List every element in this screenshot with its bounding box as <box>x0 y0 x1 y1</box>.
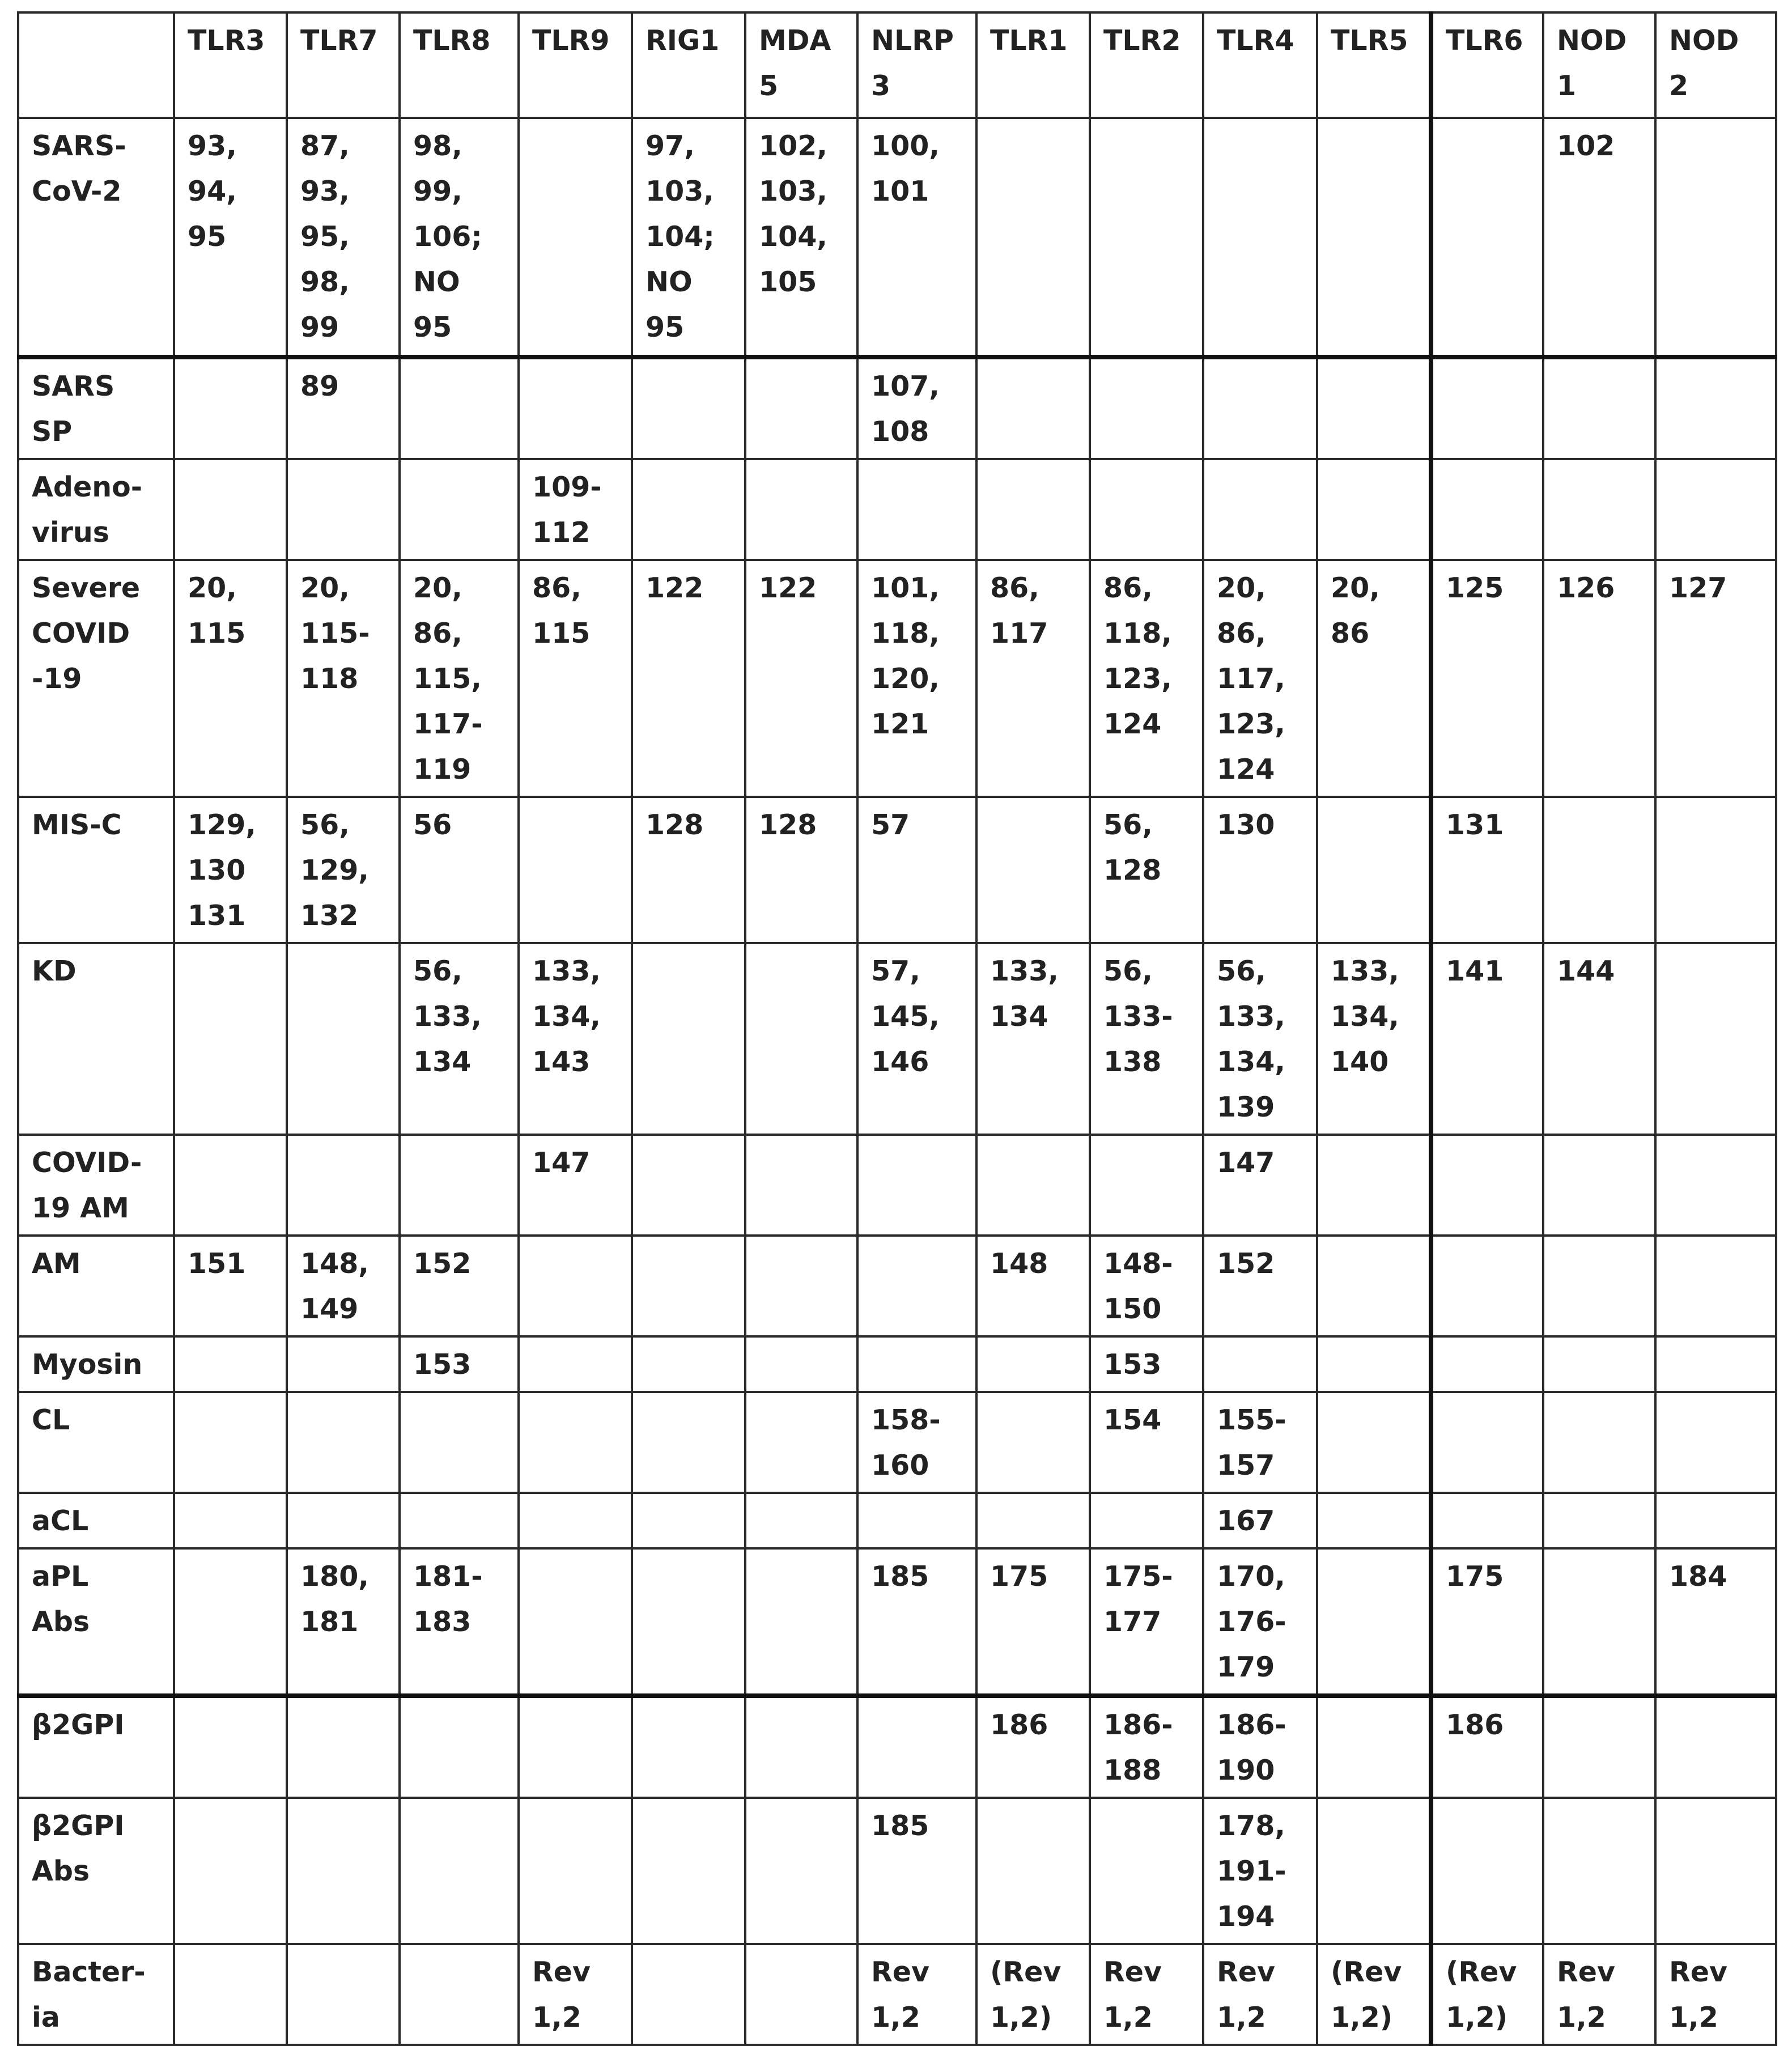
table-cell <box>1655 797 1776 943</box>
table-row <box>18 1493 1776 1548</box>
table-cell <box>1655 1493 1776 1548</box>
table-cell: Rev 1,2 <box>1090 1944 1203 2045</box>
table-cell <box>519 357 632 459</box>
row-header-cell: Adeno- virus <box>18 459 174 560</box>
column-header: TLR9 <box>519 12 632 118</box>
table-cell: 170, 176- 179 <box>1203 1548 1317 1696</box>
table-row <box>18 1798 1776 1944</box>
table-row <box>18 943 1776 1135</box>
table-cell: 141 <box>1431 943 1543 1135</box>
table-cell <box>1431 1392 1543 1493</box>
table-cell <box>1655 1392 1776 1493</box>
table-cell: Rev 1,2 <box>857 1944 976 2045</box>
column-header: TLR4 <box>1203 12 1317 118</box>
table-cell <box>174 1135 287 1236</box>
column-header: TLR8 <box>400 12 519 118</box>
column-header: TLR2 <box>1090 12 1203 118</box>
table-cell <box>745 1493 857 1548</box>
table-cell <box>1543 1236 1655 1336</box>
column-header: NLRP 3 <box>857 12 976 118</box>
table-cell <box>287 1135 400 1236</box>
table-cell <box>1655 357 1776 459</box>
column-header: TLR3 <box>174 12 287 118</box>
table-cell: 101, 118, 120, 121 <box>857 560 976 797</box>
table-cell: 109- 112 <box>519 459 632 560</box>
table-cell <box>174 1548 287 1696</box>
table-cell <box>1655 1798 1776 1944</box>
header-row <box>18 12 1776 118</box>
table-cell <box>1090 118 1203 357</box>
row-header-cell: CL <box>18 1392 174 1493</box>
table-cell <box>400 1696 519 1798</box>
table-cell <box>519 1392 632 1493</box>
table-cell: 20, 86 <box>1317 560 1431 797</box>
table-header <box>18 12 1776 118</box>
table-cell <box>632 1392 745 1493</box>
table-cell <box>1543 1798 1655 1944</box>
table-cell <box>632 1548 745 1696</box>
table-cell: Rev 1,2 <box>1655 1944 1776 2045</box>
table-cell <box>1431 1336 1543 1392</box>
row-header-cell: Severe COVID -19 <box>18 560 174 797</box>
table-cell <box>1431 459 1543 560</box>
table-cell: Rev 1,2 <box>519 1944 632 2045</box>
table-cell <box>1431 1135 1543 1236</box>
table-cell: 175 <box>1431 1548 1543 1696</box>
row-header-cell: Bacter- ia <box>18 1944 174 2045</box>
table-cell <box>1655 1236 1776 1336</box>
table-cell <box>174 357 287 459</box>
column-header: TLR6 <box>1431 12 1543 118</box>
table-cell: 133, 134, 143 <box>519 943 632 1135</box>
table-cell: 133, 134, 140 <box>1317 943 1431 1135</box>
row-header-cell: Myosin <box>18 1336 174 1392</box>
table-cell: 186- 188 <box>1090 1696 1203 1798</box>
table-row <box>18 1392 1776 1493</box>
table-cell: 151 <box>174 1236 287 1336</box>
table-cell <box>1543 1392 1655 1493</box>
table-cell: 181- 183 <box>400 1548 519 1696</box>
table-cell <box>519 1696 632 1798</box>
table-cell: 86, 117 <box>976 560 1090 797</box>
row-header-cell: aCL <box>18 1493 174 1548</box>
table-cell <box>1203 118 1317 357</box>
table-cell <box>745 1944 857 2045</box>
table-cell: (Rev 1,2) <box>1431 1944 1543 2045</box>
table-row <box>18 797 1776 943</box>
table-cell <box>287 943 400 1135</box>
table-row <box>18 118 1776 357</box>
table-cell: 186 <box>1431 1696 1543 1798</box>
table-cell: 122 <box>632 560 745 797</box>
table-cell <box>976 459 1090 560</box>
table-cell <box>1317 1135 1431 1236</box>
table-cell: 185 <box>857 1548 976 1696</box>
table-row <box>18 459 1776 560</box>
receptor-reference-table-container <box>17 11 1775 2034</box>
table-cell: 86, 118, 123, 124 <box>1090 560 1203 797</box>
table-row <box>18 357 1776 459</box>
table-cell: (Rev 1,2) <box>1317 1944 1431 2045</box>
column-header: NOD 2 <box>1655 12 1776 118</box>
table-cell <box>1543 1336 1655 1392</box>
table-cell <box>1655 118 1776 357</box>
table-cell: 87, 93, 95, 98, 99 <box>287 118 400 357</box>
table-cell <box>1431 1236 1543 1336</box>
table-cell <box>287 1392 400 1493</box>
table-cell <box>1317 357 1431 459</box>
table-cell <box>1431 357 1543 459</box>
table-cell <box>519 1548 632 1696</box>
table-cell: 158- 160 <box>857 1392 976 1493</box>
table-cell <box>745 1236 857 1336</box>
table-cell <box>1203 357 1317 459</box>
table-cell: 56 <box>400 797 519 943</box>
table-cell <box>1655 459 1776 560</box>
row-header-cell: KD <box>18 943 174 1135</box>
table-cell <box>174 1336 287 1392</box>
table-cell: 127 <box>1655 560 1776 797</box>
table-cell: 186 <box>976 1696 1090 1798</box>
row-header-cell: SARS SP <box>18 357 174 459</box>
table-cell: 89 <box>287 357 400 459</box>
table-cell <box>1543 797 1655 943</box>
table-cell <box>745 357 857 459</box>
table-cell <box>287 1336 400 1392</box>
table-cell: 86, 115 <box>519 560 632 797</box>
table-cell <box>519 1493 632 1548</box>
table-cell <box>1431 1493 1543 1548</box>
table-cell: 148, 149 <box>287 1236 400 1336</box>
table-cell: 155- 157 <box>1203 1392 1317 1493</box>
table-cell <box>1317 1696 1431 1798</box>
table-cell: 144 <box>1543 943 1655 1135</box>
table-cell <box>287 1944 400 2045</box>
table-cell <box>976 797 1090 943</box>
table-row <box>18 1236 1776 1336</box>
table-cell <box>857 1236 976 1336</box>
row-header-cell: β2GPI <box>18 1696 174 1798</box>
table-cell <box>519 1336 632 1392</box>
table-cell: 56, 128 <box>1090 797 1203 943</box>
column-header: TLR1 <box>976 12 1090 118</box>
table-cell <box>1203 459 1317 560</box>
table-cell <box>400 1944 519 2045</box>
table-cell <box>1543 1696 1655 1798</box>
table-cell <box>976 1798 1090 1944</box>
table-cell: (Rev 1,2) <box>976 1944 1090 2045</box>
table-cell: 107, 108 <box>857 357 976 459</box>
table-cell <box>287 459 400 560</box>
table-row <box>18 1696 1776 1798</box>
table-cell: 184 <box>1655 1548 1776 1696</box>
table-cell <box>857 1135 976 1236</box>
table-row <box>18 1548 1776 1696</box>
table-cell: 167 <box>1203 1493 1317 1548</box>
table-cell <box>400 1392 519 1493</box>
table-cell <box>400 1493 519 1548</box>
table-cell: 152 <box>1203 1236 1317 1336</box>
table-cell <box>857 1336 976 1392</box>
table-cell <box>1317 118 1431 357</box>
table-cell: 56, 133, 134 <box>400 943 519 1135</box>
table-cell: 20, 86, 115, 117- 119 <box>400 560 519 797</box>
table-cell: 128 <box>632 797 745 943</box>
table-cell: 185 <box>857 1798 976 1944</box>
table-cell <box>174 1493 287 1548</box>
table-cell <box>1317 1236 1431 1336</box>
table-cell: 133, 134 <box>976 943 1090 1135</box>
row-header-cell: AM <box>18 1236 174 1336</box>
table-cell <box>745 1798 857 1944</box>
table-cell <box>857 1696 976 1798</box>
table-cell: 122 <box>745 560 857 797</box>
table-cell <box>287 1798 400 1944</box>
column-header: MDA 5 <box>745 12 857 118</box>
table-cell: 56, 133, 134, 139 <box>1203 943 1317 1135</box>
table-cell <box>1543 1548 1655 1696</box>
table-cell <box>745 1336 857 1392</box>
table-cell <box>287 1493 400 1548</box>
table-cell <box>857 459 976 560</box>
table-cell: 20, 115 <box>174 560 287 797</box>
table-cell: 126 <box>1543 560 1655 797</box>
table-cell: Rev 1,2 <box>1203 1944 1317 2045</box>
table-cell: 102, 103, 104, 105 <box>745 118 857 357</box>
table-cell <box>632 1493 745 1548</box>
table-cell <box>400 459 519 560</box>
table-cell: 56, 129, 132 <box>287 797 400 943</box>
table-cell: 186- 190 <box>1203 1696 1317 1798</box>
table-cell <box>1655 1135 1776 1236</box>
table-cell <box>400 357 519 459</box>
row-header-cell: SARS- CoV-2 <box>18 118 174 357</box>
table-cell <box>632 459 745 560</box>
table-cell <box>1317 1392 1431 1493</box>
table-cell <box>174 1798 287 1944</box>
table-cell: 147 <box>1203 1135 1317 1236</box>
table-cell <box>632 1336 745 1392</box>
table-cell: 57, 145, 146 <box>857 943 976 1135</box>
table-cell: 175 <box>976 1548 1090 1696</box>
row-header-cell: COVID- 19 AM <box>18 1135 174 1236</box>
table-cell <box>519 797 632 943</box>
table-cell <box>632 1696 745 1798</box>
table-cell: 152 <box>400 1236 519 1336</box>
row-header-cell: MIS-C <box>18 797 174 943</box>
table-cell: 178, 191- 194 <box>1203 1798 1317 1944</box>
table-cell: 148 <box>976 1236 1090 1336</box>
table-cell <box>519 1798 632 1944</box>
table-body <box>18 118 1776 2045</box>
table-cell <box>400 1798 519 1944</box>
table-cell <box>519 1236 632 1336</box>
table-cell <box>632 357 745 459</box>
table-cell <box>174 459 287 560</box>
table-row <box>18 1336 1776 1392</box>
table-cell: 180, 181 <box>287 1548 400 1696</box>
table-cell <box>1317 1336 1431 1392</box>
table-cell <box>632 1135 745 1236</box>
table-cell <box>745 1696 857 1798</box>
table-cell <box>976 1336 1090 1392</box>
table-cell: 128 <box>745 797 857 943</box>
table-cell <box>976 1493 1090 1548</box>
table-cell: 153 <box>400 1336 519 1392</box>
column-header: TLR7 <box>287 12 400 118</box>
corner-header-cell <box>18 12 174 118</box>
table-cell <box>1431 1798 1543 1944</box>
table-cell <box>1655 1696 1776 1798</box>
table-cell <box>1543 1493 1655 1548</box>
table-cell <box>1543 357 1655 459</box>
table-cell <box>1317 797 1431 943</box>
table-cell <box>1317 1798 1431 1944</box>
table-cell: 102 <box>1543 118 1655 357</box>
table-cell: 153 <box>1090 1336 1203 1392</box>
table-cell <box>174 1944 287 2045</box>
table-cell <box>174 943 287 1135</box>
table-cell <box>632 1798 745 1944</box>
table-row <box>18 560 1776 797</box>
table-cell <box>400 1135 519 1236</box>
table-cell: 148- 150 <box>1090 1236 1203 1336</box>
table-cell: 154 <box>1090 1392 1203 1493</box>
table-cell <box>632 1236 745 1336</box>
table-cell: 98, 99, 106; NO 95 <box>400 118 519 357</box>
table-cell <box>1090 459 1203 560</box>
table-cell <box>857 1493 976 1548</box>
table-cell: 93, 94, 95 <box>174 118 287 357</box>
row-header-cell: β2GPI Abs <box>18 1798 174 1944</box>
column-header: RIG1 <box>632 12 745 118</box>
table-cell <box>1203 1336 1317 1392</box>
table-row <box>18 1944 1776 2045</box>
row-header-cell: aPL Abs <box>18 1548 174 1696</box>
table-cell <box>745 459 857 560</box>
receptor-reference-table <box>17 11 1777 2046</box>
column-header: NOD 1 <box>1543 12 1655 118</box>
table-cell <box>976 118 1090 357</box>
table-cell: 131 <box>1431 797 1543 943</box>
table-cell <box>976 1135 1090 1236</box>
table-cell <box>745 1548 857 1696</box>
table-cell: 130 <box>1203 797 1317 943</box>
table-cell: 57 <box>857 797 976 943</box>
table-cell <box>1431 118 1543 357</box>
table-cell: 20, 86, 117, 123, 124 <box>1203 560 1317 797</box>
table-cell: 56, 133- 138 <box>1090 943 1203 1135</box>
table-cell <box>174 1392 287 1493</box>
table-cell: 20, 115- 118 <box>287 560 400 797</box>
table-cell <box>1090 1135 1203 1236</box>
table-cell <box>519 118 632 357</box>
table-cell <box>1090 357 1203 459</box>
table-cell <box>1543 459 1655 560</box>
table-cell <box>976 357 1090 459</box>
table-cell <box>976 1392 1090 1493</box>
table-cell: 175- 177 <box>1090 1548 1203 1696</box>
table-cell: 129, 130 131 <box>174 797 287 943</box>
table-cell <box>745 943 857 1135</box>
table-cell <box>745 1392 857 1493</box>
table-cell <box>1090 1798 1203 1944</box>
table-cell <box>632 943 745 1135</box>
table-cell: 100, 101 <box>857 118 976 357</box>
table-cell <box>287 1696 400 1798</box>
column-header: TLR5 <box>1317 12 1431 118</box>
table-cell: 147 <box>519 1135 632 1236</box>
table-cell <box>1655 943 1776 1135</box>
table-cell: 97, 103, 104; NO 95 <box>632 118 745 357</box>
table-cell <box>632 1944 745 2045</box>
table-cell <box>1317 1493 1431 1548</box>
table-cell: Rev 1,2 <box>1543 1944 1655 2045</box>
table-cell <box>1090 1493 1203 1548</box>
table-cell <box>745 1135 857 1236</box>
table-cell <box>1317 1548 1431 1696</box>
table-cell <box>1655 1336 1776 1392</box>
table-cell: 125 <box>1431 560 1543 797</box>
table-row <box>18 1135 1776 1236</box>
table-cell <box>174 1696 287 1798</box>
table-cell <box>1543 1135 1655 1236</box>
table-cell <box>1317 459 1431 560</box>
